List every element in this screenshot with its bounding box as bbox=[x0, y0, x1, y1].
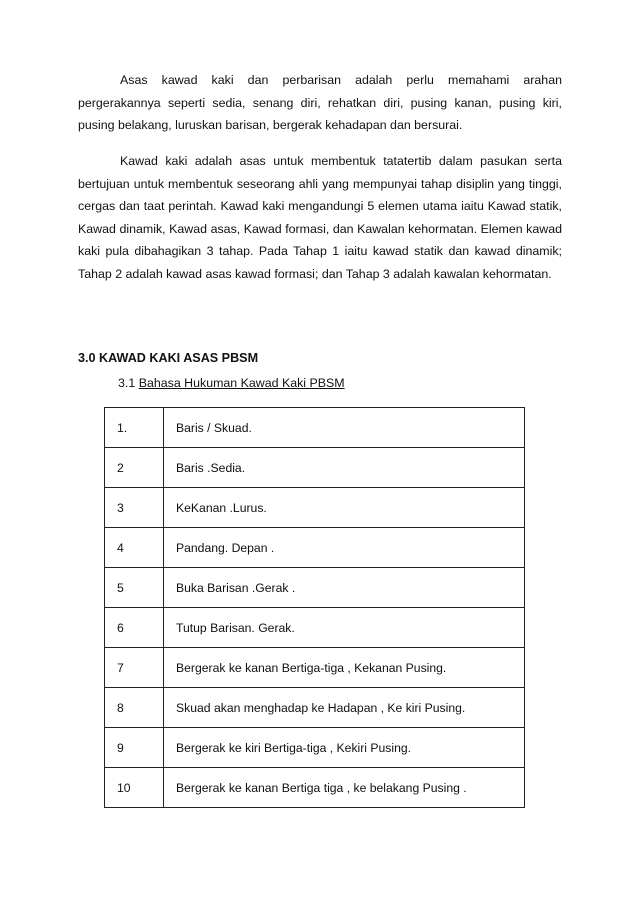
row-command: Skuad akan menghadap ke Hadapan , Ke kiri Pusing. bbox=[164, 688, 525, 728]
row-command: Pandang. Depan . bbox=[164, 528, 525, 568]
section-heading: 3.0 KAWAD KAKI ASAS PBSM bbox=[78, 351, 259, 365]
row-number: 3 bbox=[105, 488, 164, 528]
table-row bbox=[105, 688, 525, 728]
row-number: 4 bbox=[105, 528, 164, 568]
row-command: Buka Barisan .Gerak . bbox=[164, 568, 525, 608]
paragraph-intro: Asas kawad kaki dan perbarisan adalah perlu memahami arahan pergerakannya seperti sedia, senang diri, rehatkan diri, pusing kanan, pusing kiri, pusing belakang, luruskan barisan, bergerak kehadapan dan bersurai. bbox=[78, 73, 562, 133]
row-command: Bergerak ke kanan Bertiga-tiga , Kekanan Pusing. bbox=[164, 648, 525, 688]
row-number: 10 bbox=[105, 768, 164, 808]
row-command: Bergerak ke kanan Bertiga tiga , ke belakang Pusing . bbox=[164, 768, 525, 808]
commands-table bbox=[104, 407, 525, 808]
row-number: 5 bbox=[105, 568, 164, 608]
table-row bbox=[105, 608, 525, 648]
row-number: 7 bbox=[105, 648, 164, 688]
table-row bbox=[105, 768, 525, 808]
row-command: Tutup Barisan. Gerak. bbox=[164, 608, 525, 648]
table-row bbox=[105, 728, 525, 768]
row-command: Baris / Skuad. bbox=[164, 408, 525, 448]
row-number: 1. bbox=[105, 408, 164, 448]
table-row bbox=[105, 448, 525, 488]
row-command: Bergerak ke kiri Bertiga-tiga , Kekiri Pusing. bbox=[164, 728, 525, 768]
paragraph-kawad-kaki: Kawad kaki adalah asas untuk membentuk tatatertib dalam pasukan serta bertujuan untuk membentuk seseorang ahli yang mempunyai tahap disiplin yang tinggi, cergas dan taat perintah. Kawad kaki mengandungi 5 elemen utama iaitu Kawad statik, Kawad dinamik, Kawad asas, Kawad formasi, dan Kawalan kehormatan. Elemen kawad kaki pula dibahagikan 3 tahap. Pada Tahap 1 iaitu kawad statik dan kawad dinamik; Tahap 2 adalah kawad asas kawad formasi; dan Tahap 3 adalah kawalan kehormatan. bbox=[78, 154, 562, 281]
subsection-heading bbox=[118, 376, 345, 390]
row-command: KeKanan .Lurus. bbox=[164, 488, 525, 528]
row-command: Baris .Sedia. bbox=[164, 448, 525, 488]
subsection-title: Bahasa Hukuman Kawad Kaki PBSM bbox=[138, 376, 345, 390]
row-number: 6 bbox=[105, 608, 164, 648]
row-number: 9 bbox=[105, 728, 164, 768]
table-row bbox=[105, 488, 525, 528]
table-row bbox=[105, 528, 525, 568]
table-row bbox=[105, 408, 525, 448]
table-row bbox=[105, 648, 525, 688]
row-number: 8 bbox=[105, 688, 164, 728]
subsection-number: 3.1 bbox=[118, 376, 136, 390]
table-row bbox=[105, 568, 525, 608]
row-number: 2 bbox=[105, 448, 164, 488]
